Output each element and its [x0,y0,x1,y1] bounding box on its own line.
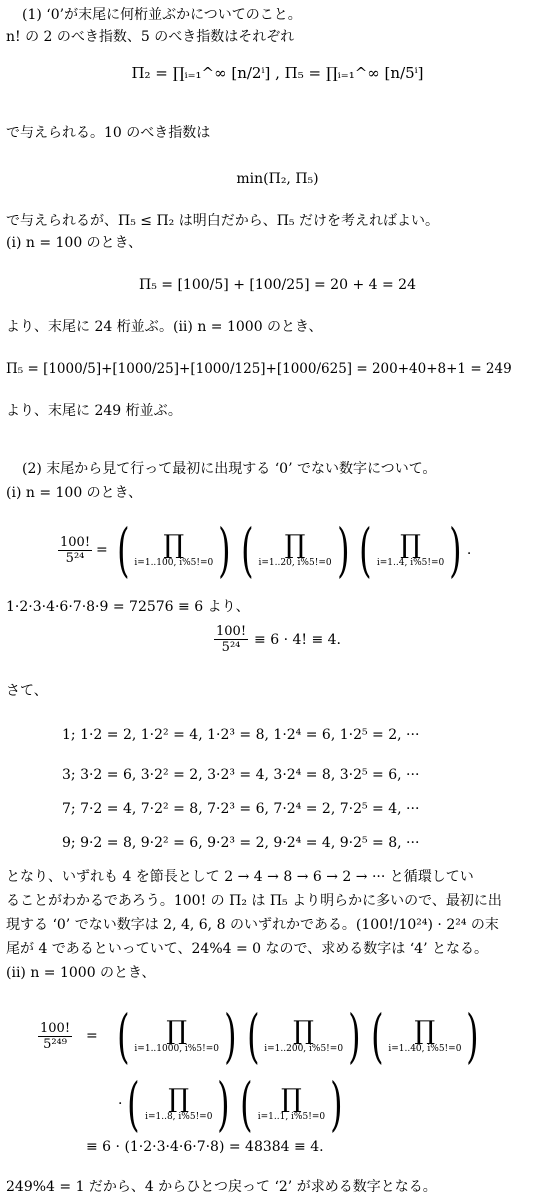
cycle-row-1: 1; 1·2 = 2, 1·2² = 4, 1·2³ = 8, 1·2⁴ = 6, 1·2⁵ = 2, ··· [62,727,420,743]
fraction-100-over-5-24 [214,624,248,655]
part1-line3: で与えられる。10 のべき指数は [6,125,211,141]
part1-heading: (1) ‘0’が末尾に何桁並ぶかについてのこと。 [22,7,302,23]
equation-product-1000-row1: $\frac{100!}{\text{5²⁴⁹}}$ = ( ∏ i=1..1000, i%5!=0 ) ( ∏ i=1..200, i%5!=0 ) ( ∏ i=1..40, i%5!=0 ) [40,1002,479,1070]
equation-result-48384: ≡ 6 · (1·2·3·4·6·7·8) = 48384 ≡ 4. [86,1139,324,1155]
product-term: ∏ i=1..8, i%5!=0 [145,1084,213,1122]
fraction-denominator: 5²⁴⁹ [43,1036,67,1052]
paragraph-line-1: となり、いずれも 4 を節長として 2 → 4 → 8 → 6 → 2 → ··· と循環してい [6,869,474,885]
product-term: ∏ i=1..20, i%5!=0 [258,530,332,568]
part1-intro: n! の 2 のべき指数、5 のべき指数はそれぞれ [6,29,295,45]
fraction-numerator: 100! [40,1020,71,1036]
equation-result-4 [214,624,341,655]
part2-case-ii: (ii) n = 1000 のとき、 [6,965,156,981]
equation-pi5-1000: Π₅ = [1000/5]+[1000/25]+[1000/125]+[1000/625] = 200+40+8+1 = 249 [6,361,512,377]
part1-case-i: (i) n = 100 のとき、 [6,235,143,251]
cycle-row-9: 9; 9·2 = 8, 9·2² = 6, 9·2³ = 2, 9·2⁴ = 4, 9·2⁵ = 8, ··· [62,835,420,851]
product-term: ∏ i=1..200, i%5!=0 [264,1016,344,1054]
paragraph-line-2: ることがわかるであろう。100! の Π₂ は Π₅ より明らかに多いので、最初に出 [6,893,502,909]
equation-pi2-pi5: Π₂ = ∏ᵢ₌₁^∞ [n/2ⁱ] , Π₅ = ∏ᵢ₌₁^∞ [n/5ⁱ] [131,64,424,82]
sate-text: さて、 [6,683,48,699]
fraction-100-over-5-24 [58,535,92,566]
equation-product-1000-row2: · ( ∏ i=1..8, i%5!=0 ) ( ∏ i=1..1, i%5!=0 ) [118,1070,343,1138]
paragraph-line-4: 尾が 4 であるといっていて、24%4 = 0 なので、求める数字は ‘4’ となる。 [6,941,488,957]
equation-pi5-100: Π₅ = [100/5] + [100/25] = 20 + 4 = 24 [139,277,416,293]
equation-min: min(Π₂, Π₅) [236,171,319,187]
part1-line4: で与えられるが、Π₅ ≤ Π₂ は明白だから、Π₅ だけを考えればよい。 [6,213,439,229]
part2-heading: (2) 末尾から見て行って最初に出現する ‘0’ でない数字について。 [22,461,437,477]
part2-case-i: (i) n = 100 のとき、 [6,485,143,501]
product-term: ∏ i=1..1000, i%5!=0 [134,1016,219,1054]
fraction-numerator: 100! [216,624,247,639]
paragraph-line-3: 現する ‘0’ でない数字は 2, 4, 6, 8 のいずれかである。(100!/10²⁴) · 2²⁴ の末 [6,917,499,933]
product-term: ∏ i=1..40, i%5!=0 [388,1016,462,1054]
fraction-denominator: 5²⁴ [221,640,241,655]
product-term: ∏ i=1..1, i%5!=0 [257,1084,326,1122]
fraction-100-over-5-249 [38,1021,72,1052]
part1-line7: より、末尾に 249 桁並ぶ。 [6,403,182,419]
fraction-denominator: 5²⁴ [65,550,85,566]
product-term: ∏ i=1..100, i%5!=0 [134,530,214,568]
final-conclusion: 249%4 = 1 だから、4 からひとつ戻って ‘2’ が求める数字となる。 [6,1179,437,1195]
part1-line6: より、末尾に 24 桁並ぶ。(ii) n = 1000 のとき、 [6,319,323,335]
cycle-row-3: 3; 3·2 = 6, 3·2² = 2, 3·2³ = 4, 3·2⁴ = 8, 3·2⁵ = 6, ··· [62,767,420,783]
fraction-numerator: 100! [60,534,91,550]
product-term: ∏ i=1..4, i%5!=0 [376,530,445,568]
equation-product-100: $\frac{100!}{\text{5²⁴}}$ = ( ∏ i=1..100, i%5!=0 ) ( ∏ i=1..20, i%5!=0 ) ( ∏ i=1..4, i%5!=0 ) . [60,516,472,584]
result-value: ≡ 6 · 4! ≡ 4. [254,631,342,648]
cycle-row-7: 7; 7·2 = 4, 7·2² = 8, 7·2³ = 6, 7·2⁴ = 2, 7·2⁵ = 4, ··· [62,801,420,817]
product-mod-line: 1·2·3·4·6·7·8·9 = 72576 ≡ 6 より、 [6,599,250,615]
